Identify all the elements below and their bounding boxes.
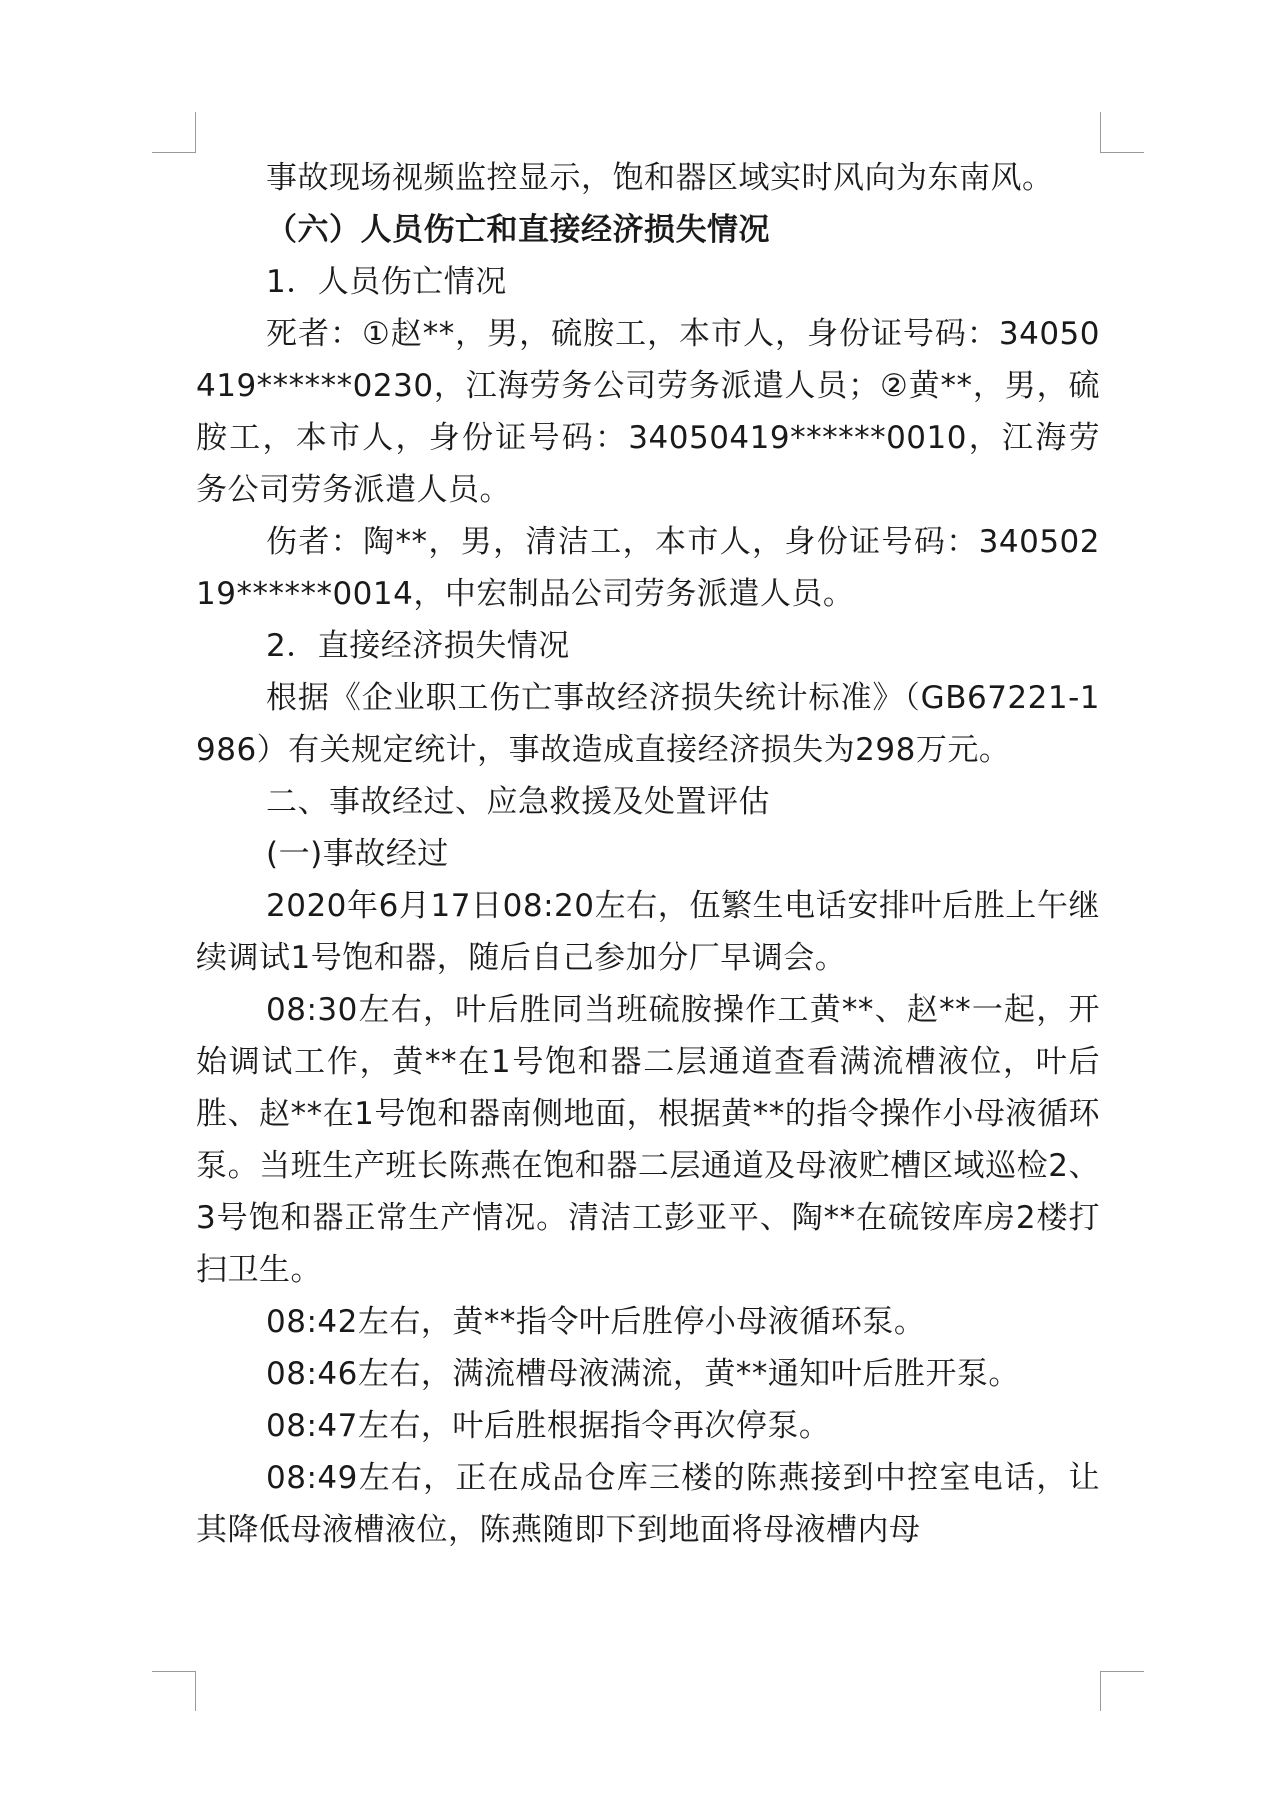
crop-mark-bottom-left-vertical [195,1671,196,1711]
document-body [196,152,1100,1556]
crop-mark-top-right-horizontal [1100,152,1144,153]
paragraph-wind-direction: 事故现场视频监控显示，饱和器区域实时风向为东南风。 [266,160,1054,196]
crop-mark-bottom-left-horizontal [152,1671,196,1672]
crop-mark-top-left-horizontal [152,152,196,153]
subheading-accident-process: (一)事故经过 [266,836,449,872]
paragraph-timeline-0849: 08:49左右，正在成品仓库三楼的陈燕接到中控室电话，让其降低母液槽液位，陈燕随即下到地面将母液槽内母 [196,1460,1100,1548]
crop-mark-top-right-vertical [1100,112,1101,152]
paragraph-injured: 伤者：陶**，男，清洁工，本市人，身份证号码：34050219******0014，中宏制品公司劳务派遣人员。 [196,524,1100,612]
paragraph-economic-loss: 根据《企业职工伤亡事故经济损失统计标准》（GB67221-1986）有关规定统计，事故造成直接经济损失为298万元。 [196,680,1100,768]
paragraph-deceased: 死者：①赵**，男，硫胺工，本市人，身份证号码：34050419******0230，江海劳务公司劳务派遣人员；②黄**，男，硫胺工，本市人，身份证号码：34050419******0010，江海劳务公司劳务派遣人员。 [196,316,1100,508]
paragraph-timeline-0820: 2020年6月17日08:20左右，伍繁生电话安排叶后胜上午继续调试1号饱和器，随后自己参加分厂早调会。 [196,888,1100,976]
paragraph-timeline-0830: 08:30左右，叶后胜同当班硫胺操作工黄**、赵**一起，开始调试工作，黄**在1号饱和器二层通道查看满流槽液位，叶后胜、赵**在1号饱和器南侧地面，根据黄**的指令操作小母液循环泵。当班生产班长陈燕在饱和器二层通道及母液贮槽区域巡检2、3号饱和器正常生产情况。清洁工彭亚平、陶**在硫铵库房2楼打扫卫生。 [196,992,1100,1288]
paragraph-timeline-0847: 08:47左右，叶后胜根据指令再次停泵。 [266,1408,831,1444]
crop-mark-top-left-vertical [195,112,196,152]
paragraph-timeline-0846: 08:46左右，满流槽母液满流，黄**通知叶后胜开泵。 [266,1356,1020,1392]
crop-mark-bottom-right-vertical [1100,1671,1101,1711]
section-heading-accident-process: 二、事故经过、应急救援及处置评估 [266,784,770,820]
crop-mark-bottom-right-horizontal [1100,1671,1144,1672]
paragraph-timeline-0842: 08:42左右，黄**指令叶后胜停小母液循环泵。 [266,1304,926,1340]
subheading-casualties: 1．人员伤亡情况 [266,264,507,300]
subheading-economic-loss: 2．直接经济损失情况 [266,628,570,664]
section-heading-casualties-losses: （六）人员伤亡和直接经济损失情况 [266,212,770,248]
